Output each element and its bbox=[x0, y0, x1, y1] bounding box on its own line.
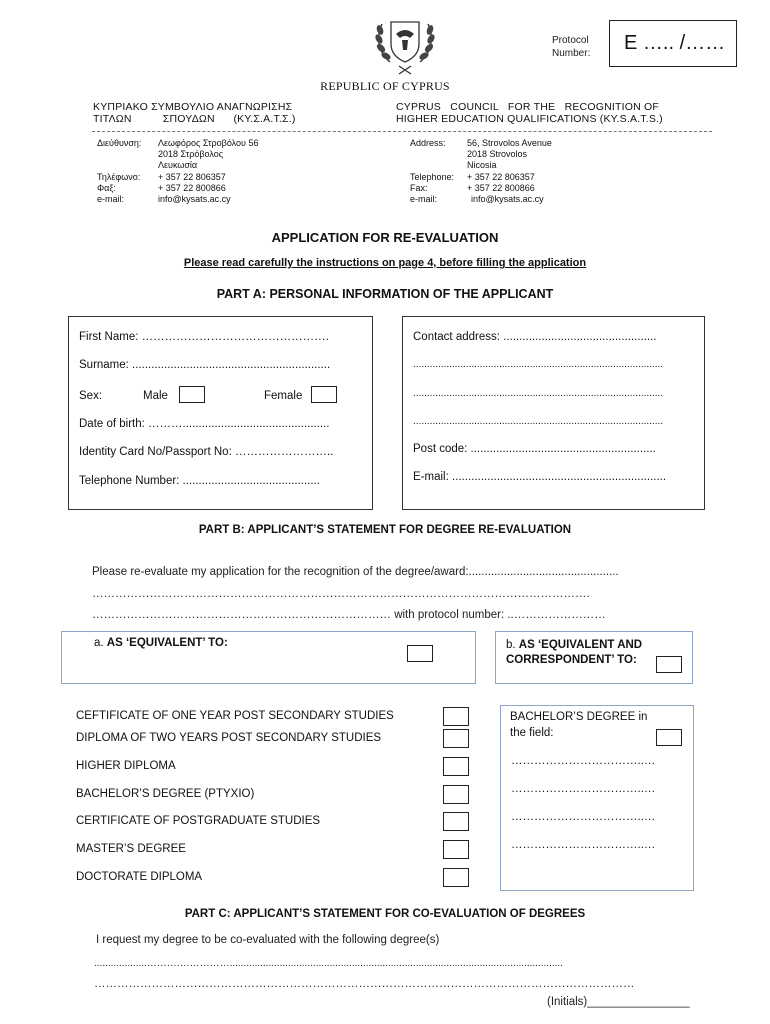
protocol-number-field[interactable] bbox=[609, 20, 737, 67]
degree-option-label: DOCTORATE DIPLOMA bbox=[76, 871, 203, 883]
co-evaluation-line-1[interactable]: ...................……….……………........................................................................................................................ bbox=[94, 958, 563, 969]
male-checkbox[interactable] bbox=[179, 386, 205, 403]
degree-option-checkbox[interactable] bbox=[443, 812, 469, 831]
date-of-birth-field[interactable]: Date of birth: ……….............................................. bbox=[79, 418, 330, 430]
instructions-note: Please read carefully the instructions on page 4, before filling the application bbox=[183, 257, 587, 269]
contact-block-greek: Διεύθυνση: Λεωφόρος Στροβόλου 56 2018 Στρόβολος Λευκωσία Τηλέφωνο: + 357 22 806357 Φαξ: + 357 22 800866 e-mail: info@kysats.ac.cy bbox=[97, 138, 259, 204]
email-field[interactable]: E-mail: ................................................................... bbox=[413, 471, 667, 483]
part-b-heading: PART B: APPLICANT’S STATEMENT FOR DEGREE RE-EVALUATION bbox=[198, 524, 572, 536]
initials-field[interactable]: (Initials)________________ bbox=[547, 996, 690, 1008]
bachelor-field-line-1[interactable]: ……………………………..… bbox=[511, 755, 656, 767]
equivalent-checkbox[interactable] bbox=[407, 645, 433, 662]
contact-address-field[interactable]: Contact address: ................................................ bbox=[413, 331, 657, 343]
contact-address-line-3[interactable]: .......................................................................................... bbox=[413, 388, 664, 399]
post-code-field[interactable]: Post code: .......................................................... bbox=[413, 443, 656, 455]
degree-option-checkbox[interactable] bbox=[443, 729, 469, 748]
contact-block-english: Address: 56, Strovolos Avenue 2018 Strovolos Nicosia Telephone: + 357 22 806357 Fax: + 357 22 800866 e-mail: info@kysats.ac.cy bbox=[410, 138, 552, 204]
co-evaluation-line-2[interactable]: …………………………………………………………………………………………………………………………… bbox=[94, 978, 635, 990]
degree-option-label: CERTIFICATE OF POSTGRADUATE STUDIES bbox=[76, 815, 321, 827]
telephone-field[interactable]: Telephone Number: ........................................... bbox=[79, 475, 320, 487]
degree-blank-line[interactable]: …………………………………………………………………………………………………………………. bbox=[92, 588, 590, 600]
part-a-heading: PART A: PERSONAL INFORMATION OF THE APPLICANT bbox=[216, 287, 554, 301]
degree-option-label: DIPLOMA OF TWO YEARS POST SECONDARY STUDIES bbox=[76, 732, 382, 744]
equivalent-option-label: a. AS ‘EQUIVALENT’ TO: bbox=[94, 637, 228, 649]
council-name-english: CYPRUS COUNCIL FOR THE RECOGNITION OF HIGHER EDUCATION QUALIFICATIONS (KY.S.A.T.S.) bbox=[396, 101, 663, 125]
bachelor-field-line-4[interactable]: ……………………………..… bbox=[511, 839, 656, 851]
contact-address-line-4[interactable]: .......................................................................................... bbox=[413, 416, 664, 427]
bachelor-field-line-3[interactable]: ……………………………..… bbox=[511, 811, 656, 823]
degree-option-label: MASTER’S DEGREE bbox=[76, 843, 186, 855]
sex-label: Sex: bbox=[79, 390, 103, 402]
protocol-number-line[interactable]: …………………………………………………………………… with protocol number: ..…………………… bbox=[92, 609, 606, 621]
equivalent-correspondent-label: b. AS ‘EQUIVALENT AND CORRESPONDENT’ TO: bbox=[506, 639, 643, 666]
co-evaluation-statement: I request my degree to be co-evaluated with the following degree(s) bbox=[96, 934, 440, 946]
bachelor-field-checkbox[interactable] bbox=[656, 729, 682, 746]
protocol-number-label: Protocol Number: bbox=[552, 35, 591, 59]
female-label: Female bbox=[264, 390, 303, 402]
degree-option-checkbox[interactable] bbox=[443, 707, 469, 726]
degree-option-label: HIGHER DIPLOMA bbox=[76, 760, 176, 772]
degree-option-checkbox[interactable] bbox=[443, 757, 469, 776]
cyprus-emblem-seal bbox=[372, 16, 438, 78]
part-c-heading: PART C: APPLICANT’S STATEMENT FOR CO-EVALUATION OF DEGREES bbox=[184, 908, 586, 920]
equivalent-correspondent-checkbox[interactable] bbox=[656, 656, 682, 673]
female-checkbox[interactable] bbox=[311, 386, 337, 403]
degree-option-checkbox[interactable] bbox=[443, 868, 469, 887]
degree-option-checkbox[interactable] bbox=[443, 840, 469, 859]
form-title: APPLICATION FOR RE-EVALUATION bbox=[271, 230, 499, 245]
bachelor-field-line-2[interactable]: ……………………………..… bbox=[511, 783, 656, 795]
id-passport-field[interactable]: Identity Card No/Passport No: …………………….. bbox=[79, 446, 334, 458]
contact-address-line-2[interactable]: .......................................................................................... bbox=[413, 359, 664, 370]
reevaluate-statement[interactable]: Please re-evaluate my application for the recognition of the degree/award:............................................... bbox=[92, 566, 619, 578]
male-label: Male bbox=[143, 390, 168, 402]
republic-title: REPUBLIC OF CYPRUS bbox=[320, 79, 450, 93]
protocol-number-value: E ….. /…… bbox=[624, 32, 726, 54]
header-divider bbox=[92, 131, 712, 132]
surname-field[interactable]: Surname: .............................................................. bbox=[79, 359, 331, 371]
degree-option-checkbox[interactable] bbox=[443, 785, 469, 804]
bachelor-field-label: BACHELOR’S DEGREE in the field: bbox=[510, 711, 648, 739]
degree-option-label: CEFTIFICATE OF ONE YEAR POST SECONDARY STUDIES bbox=[76, 710, 394, 722]
first-name-field[interactable]: First Name: …………………………………………. bbox=[79, 331, 329, 343]
degree-option-label: BACHELOR’S DEGREE (PTYXIO) bbox=[76, 788, 255, 800]
council-name-greek: ΚΥΠΡΙΑΚΟ ΣΥΜΒΟΥΛΙΟ ΑΝΑΓΝΩΡΙΣΗΣ ΤΙΤΛΩΝ ΣΠΟΥΔΩΝ (ΚΥ.Σ.Α.Τ.Σ.) bbox=[93, 101, 296, 125]
